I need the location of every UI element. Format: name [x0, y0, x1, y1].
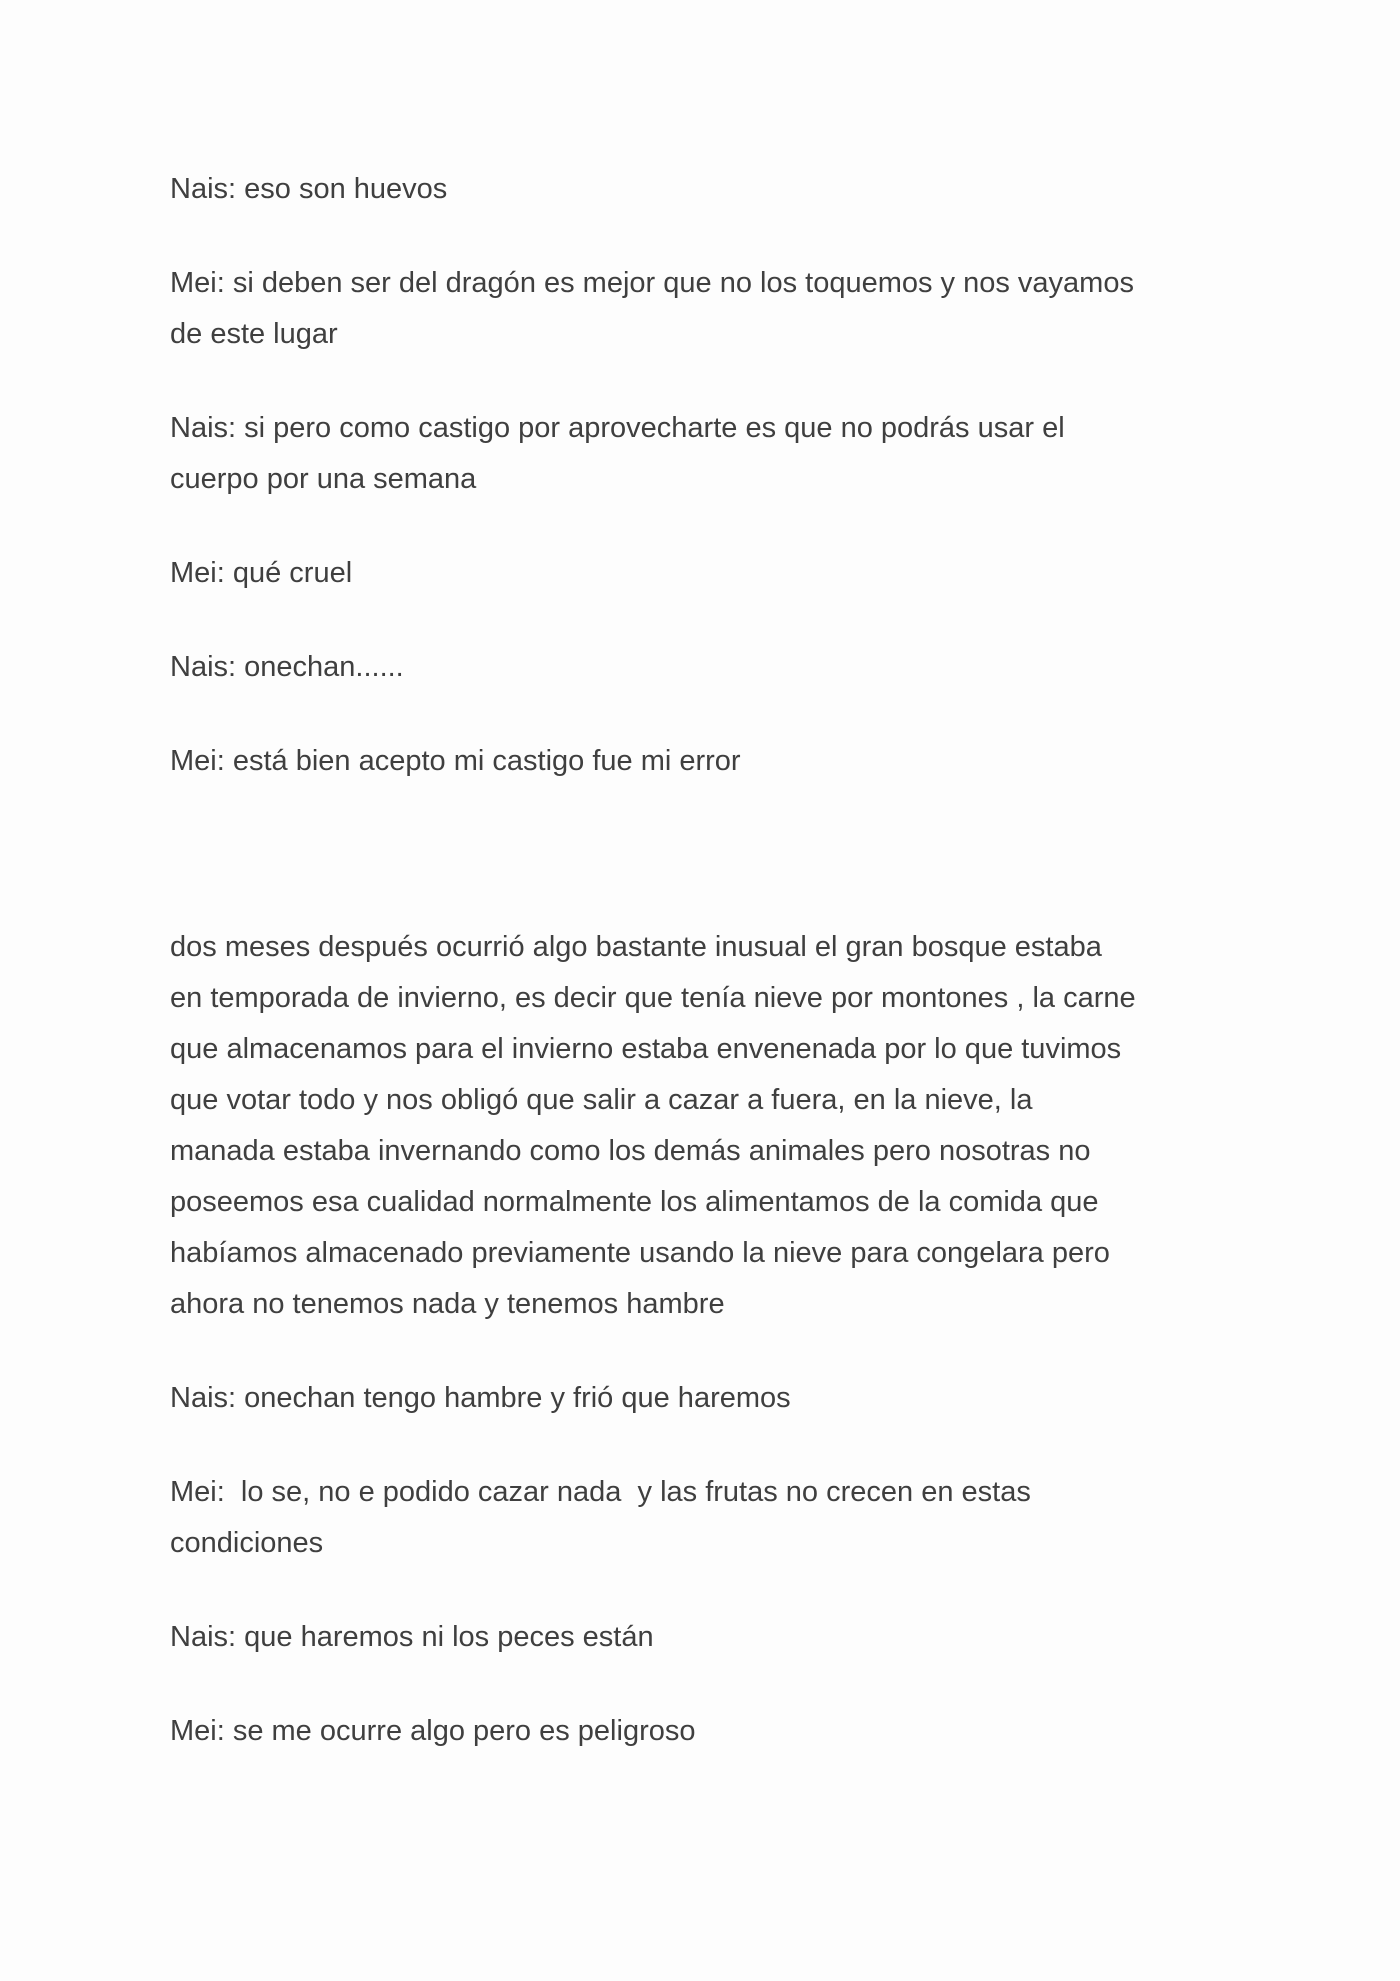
- dialogue-line: Nais: onechan......: [170, 651, 404, 683]
- dialogue-line: Nais: onechan tengo hambre y frió que haremos: [170, 1382, 791, 1414]
- dialogue-line: Mei: si deben ser del dragón es mejor que no los toquemos y nos vayamos de este lugar: [170, 267, 1134, 350]
- dialogue-line: Mei: lo se, no e podido cazar nada y las frutas no crecen en estas condiciones: [170, 1476, 1031, 1559]
- document-body: [170, 164, 1250, 1800]
- dialogue-line: Nais: que haremos ni los peces están: [170, 1621, 654, 1653]
- dialogue-line: Nais: si pero como castigo por aprovecharte es que no podrás usar el cuerpo por una semana: [170, 412, 1065, 495]
- dialogue-line: Mei: está bien acepto mi castigo fue mi error: [170, 745, 741, 777]
- narrative-paragraph: dos meses después ocurrió algo bastante inusual el gran bosque estaba en temporada de invierno, es decir que tenía nieve por montones , la carne que almacenamos para el invierno estaba envenenada por lo que tuvimos que votar todo y nos obligó que salir a cazar a fuera, en la nieve, la manada estaba invernando como los demás animales pero nosotras no poseemos esa cualidad normalmente los alimentamos de la comida que habíamos almacenado previamente usando la nieve para congelara pero ahora no tenemos nada y tenemos hambre: [170, 931, 1136, 1320]
- dialogue-line: Nais: eso son huevos: [170, 173, 448, 205]
- dialogue-line: Mei: qué cruel: [170, 557, 353, 589]
- dialogue-line: Mei: se me ocurre algo pero es peligroso: [170, 1715, 696, 1747]
